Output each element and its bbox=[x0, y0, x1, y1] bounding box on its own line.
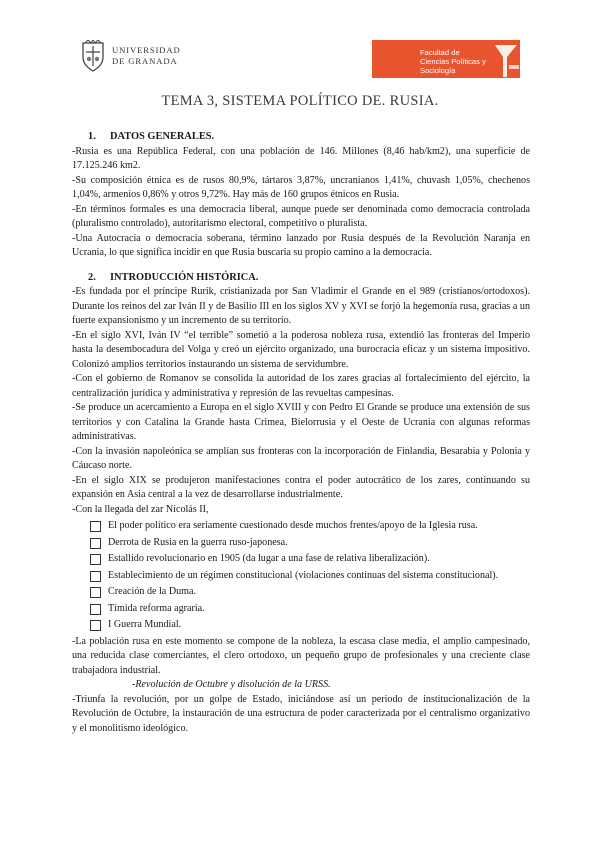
document-body bbox=[72, 130, 530, 736]
checklist-item: Creación de la Duma. bbox=[90, 585, 530, 600]
faculty-name-line2: Ciencias Políticas y Sociología bbox=[420, 57, 486, 75]
faculty-emblem-icon bbox=[495, 43, 519, 77]
paragraph: -Triunfa la revolución, por un golpe de Estado, iniciándose así un periodo de institucionalización de la Revolución de Octubre, la instauración de una estructura de poder caracterizada por el centralismo organizativo y el monolitismo ideológico. bbox=[72, 693, 530, 734]
checklist-item: I Guerra Mundial. bbox=[90, 618, 530, 633]
checklist-item: Tímida reforma agraria. bbox=[90, 602, 530, 617]
paragraph: -Rusia es una República Federal, con una población de 146. Millones (8,46 hab/km2), una superficie de 17.125.246 km2. bbox=[72, 145, 530, 171]
checklist-item: Establecimiento de un régimen constitucional (violaciones continuas del sistema constitucional). bbox=[90, 569, 530, 584]
faculty-logo bbox=[372, 40, 520, 78]
university-name-line1: UNIVERSIDAD bbox=[112, 45, 181, 55]
checkbox-icon bbox=[90, 571, 101, 582]
faculty-name-line1: Facultad de bbox=[420, 48, 460, 57]
page-title: TEMA 3, SISTEMA POLÍTICO DE. RUSIA. bbox=[161, 93, 439, 109]
paragraph: -Con la llegada del zar Nicolás II, bbox=[72, 503, 209, 515]
checkbox-icon bbox=[90, 538, 101, 549]
checklist-item: Derrota de Rusia en la guerra ruso-japonesa. bbox=[90, 536, 530, 551]
checklist-item: El poder político era seriamente cuestionado desde muchos frentes/apoyo de la Iglesia rusa. bbox=[90, 519, 530, 534]
section-heading bbox=[72, 271, 530, 286]
university-crest-icon bbox=[80, 40, 106, 72]
university-name-line2: DE GRANADA bbox=[112, 56, 178, 66]
paragraph: -Una Autocracia o democracia soberana, término lanzado por Rusia después de la Revolución Naranja en Ucrania, lo que significa incidir en que Rusia buscaría su propio camino a la democracia. bbox=[72, 232, 530, 258]
university-logo bbox=[80, 40, 181, 72]
checkbox-icon bbox=[90, 587, 101, 598]
section-title: INTRODUCCIÓN HISTÓRICA. bbox=[110, 271, 259, 283]
paragraph: -Con la invasión napoleónica se amplían sus fronteras con la incorporación de Finlandia, Besarabia y Polonia y Cáucaso norte. bbox=[72, 445, 530, 471]
paragraph: -En el siglo XVI, Iván IV “el terrible” sometió a la poderosa nobleza rusa, extendió las fronteras del Imperio hasta la desembocadura del Volga y creó un ejército organizado, una burocracia eficaz y un sistema impositivo. Colonizó amplios territorios instaurando un sistema de servidumbre. bbox=[72, 329, 530, 370]
subheading: -Revolución de Octubre y disolución de la URSS. bbox=[132, 679, 331, 690]
checkbox-icon bbox=[90, 604, 101, 615]
paragraph: -En el siglo XIX se produjeron manifestaciones contra el poder autocrático de los zares, continuando su expansión en Asia central a la vez de desarrollarse industrialmente. bbox=[72, 474, 530, 500]
paragraph: -La población rusa en este momento se compone de la nobleza, la escasa clase media, el amplio campesinado, una reducida clase comerciantes, el clero ortodoxo, un pequeño grupo de profesionales y una creciente clase trabajadora industrial. bbox=[72, 635, 530, 676]
checkbox-icon bbox=[90, 554, 101, 565]
section-heading bbox=[72, 130, 530, 145]
paragraph: -Se produce un acercamiento a Europa en el siglo XVIII y con Pedro El Grande se produce una extensión de sus territorios y con Catalina la Grande hasta Crimea, Bielorrusia y el Oeste de Ucrania con algunas reformas administrativas. bbox=[72, 402, 530, 442]
paragraph: -Su composición étnica es de rusos 80,9%, tártaros 3,87%, uncranianos 1,41%, chuvash 1,05%, chechenos 1,04%, armenios 0,86% y otros 9,72%. Hay más de 160 grupos étnicos en Rusia. bbox=[72, 174, 530, 200]
paragraph: -Con el gobierno de Romanov se consolida la autoridad de los zares gracias al fortalecimiento del ejército, la centralización jurídica y administrativa y represión de las revueltas campesinas. bbox=[72, 373, 530, 399]
page-header bbox=[0, 0, 600, 90]
paragraph: -En términos formales es una democracia liberal, aunque puede ser denominada como democracia controlada (pluralismo controlado), autoritarismo electoral, competitivo o pluralista. bbox=[72, 203, 530, 229]
paragraph: -Es fundada por el príncipe Rurik, cristianizada por San Vladimir el Grande en el 989 (cristianos/ortodoxos). Durante los reinos del zar Iván II y de Basilio III en los siglos XV y XVI se forjó la hegemonía rusa, gracias a un fuerte expansionismo y un incremento de su territorio. bbox=[72, 286, 530, 326]
section-number: 1. bbox=[88, 131, 96, 142]
section-number: 2. bbox=[88, 271, 96, 283]
checklist-item: Estallido revolucionario en 1905 (da lugar a una fase de relativa liberalización). bbox=[90, 552, 530, 567]
section-title: DATOS GENERALES. bbox=[110, 131, 215, 142]
checkbox-icon bbox=[90, 521, 101, 532]
checkbox-icon bbox=[90, 620, 101, 631]
checklist bbox=[90, 519, 530, 633]
